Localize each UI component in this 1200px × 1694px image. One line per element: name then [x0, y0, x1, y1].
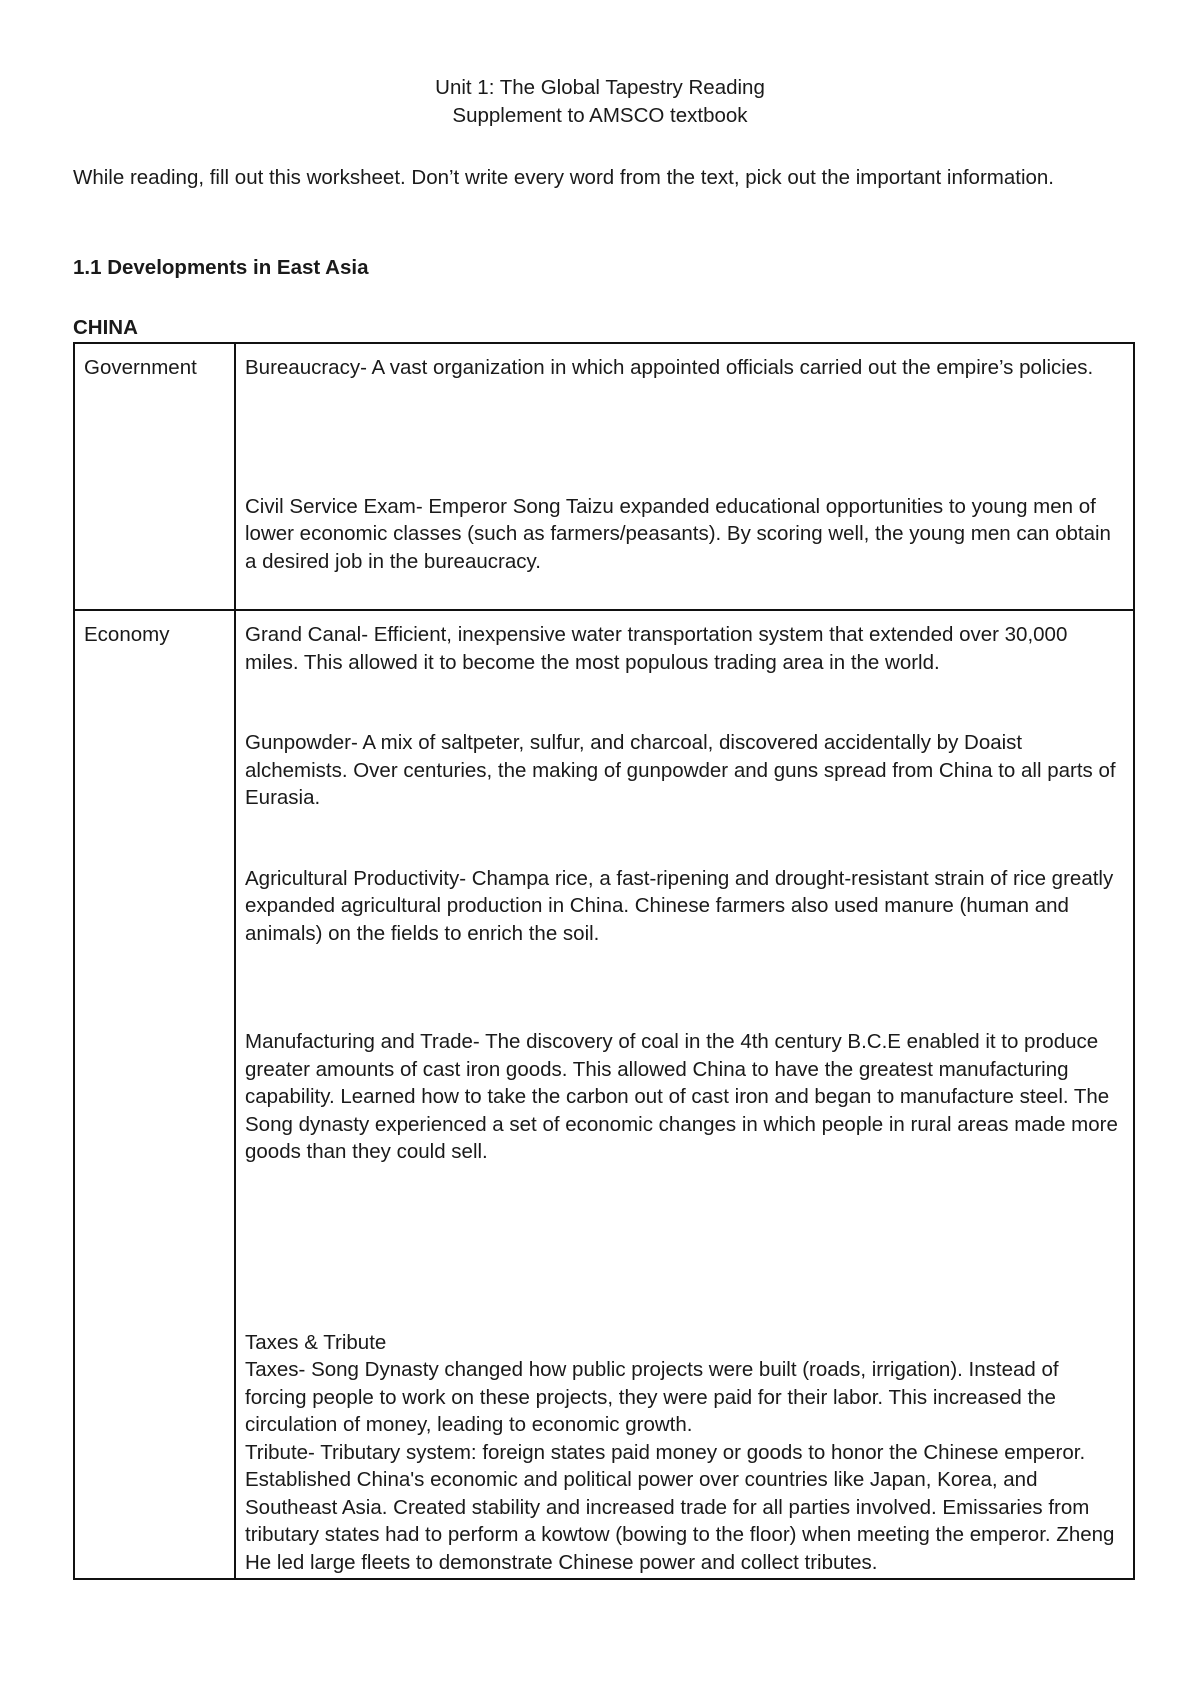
- blank-space: [245, 812, 1124, 865]
- entry-taxes-tribute-heading: Taxes & Tribute: [245, 1330, 387, 1354]
- instructions-text: While reading, fill out this worksheet. Don’t write every word from the text, pick out the important information.: [73, 166, 1054, 189]
- blank-space: [245, 1166, 1124, 1329]
- notes-cell-government: [235, 343, 1134, 610]
- entry-gunpowder: Gunpowder- A mix of saltpeter, sulfur, and charcoal, discovered accidentally by Doaist alchemists. Over centuries, the making of gunpowder and guns spread from China to all parts of Eurasia.: [245, 731, 1116, 809]
- china-notes-table: [73, 342, 1135, 1580]
- row-label-cell: [74, 343, 235, 610]
- entry-bureaucracy: Bureaucracy- A vast organization in which appointed officials carried out the empire’s policies.: [245, 356, 1094, 379]
- entry-civil-service-exam: Civil Service Exam- Emperor Song Taizu expanded educational opportunities to young men of lower economic classes (such as farmers/peasants). By scoring well, the young men can obtain a desired job in the bureaucracy.: [245, 494, 1111, 573]
- document-subtitle: Supplement to AMSCO textbook: [452, 103, 748, 127]
- entry-taxes: Taxes- Song Dynasty changed how public projects were built (roads, irrigation). Instead of forcing people to work on these projects, they were paid for their labor. This increased the circulation of money, leading to economic growth.: [245, 1358, 1059, 1436]
- row-label-cell: [74, 610, 235, 1579]
- entry-agricultural-productivity: Agricultural Productivity- Champa rice, a fast-ripening and drought-resistant strain of rice greatly expanded agricultural production in China. Chinese farmers also used manure (human and animals) on the fields to enrich the soil.: [245, 866, 1114, 945]
- table-row-government: [74, 343, 1134, 610]
- section-heading: 1.1 Developments in East Asia: [73, 256, 369, 279]
- entry-grand-canal: Grand Canal- Efficient, inexpensive water transportation system that extended over 30,000 miles. This allowed it to become the most populous trading area in the world.: [245, 623, 1068, 674]
- row-label-government: Government: [84, 356, 197, 379]
- blank-space: [245, 947, 1124, 1028]
- title-block: [0, 74, 1200, 129]
- blank-space: [245, 676, 1124, 729]
- row-label-economy: Economy: [84, 623, 170, 646]
- entry-manufacturing-trade: Manufacturing and Trade- The discovery of coal in the 4th century B.C.E enabled it to produce greater amounts of cast iron goods. This allowed China to have the greatest manufacturing capability. Learned how to take the carbon out of cast iron and began to manufacture steel. The Song dynasty experienced a set of economic changes in which people in rural areas made more goods than they could sell.: [245, 1030, 1118, 1163]
- blank-space: [245, 382, 1124, 493]
- notes-cell-economy: [235, 610, 1134, 1579]
- table-row-economy: [74, 610, 1134, 1579]
- subsection-heading-china: CHINA: [73, 316, 138, 339]
- entry-tribute: Tribute- Tributary system: foreign states paid money or goods to honor the Chinese emperor. Established China's economic and political power over countries like Japan, Korea, and Southeast Asia. Created stability and increased trade for all parties involved. Emissaries from tributary states had to perform a kowtow (bowing to the floor) when meeting the emperor. Zheng He led large fleets to demonstrate Chinese power and collect tributes.: [245, 1440, 1115, 1574]
- document-title: Unit 1: The Global Tapestry Reading: [435, 76, 765, 99]
